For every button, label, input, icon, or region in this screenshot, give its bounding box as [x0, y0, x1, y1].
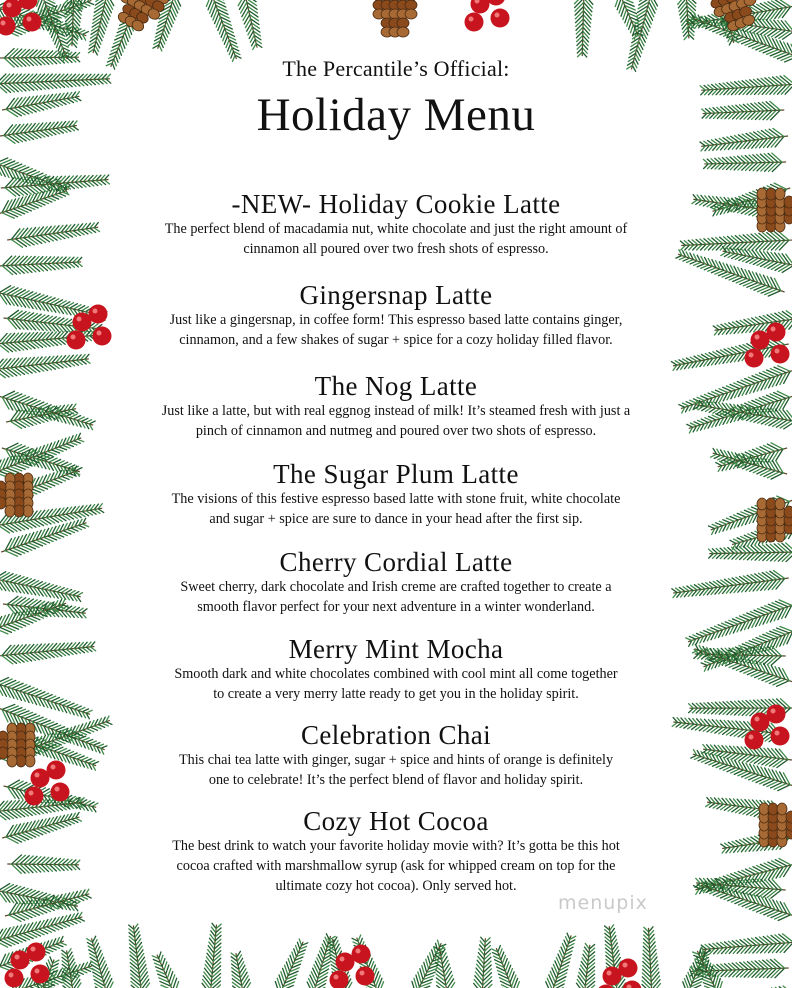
pine-sprig: [231, 951, 250, 988]
pine-sprig: [1, 175, 110, 196]
red-berry: [767, 323, 786, 342]
berry-highlight: [27, 17, 32, 22]
red-berry: [471, 0, 490, 14]
item-description: Just like a latte, but with real eggnog instead of milk! It’s steamed fresh with just a pinch of cinnamon and nutmeg and poured over two shots of espresso.: [161, 403, 631, 439]
pine-sprig: [129, 924, 150, 988]
berry-highlight: [15, 955, 20, 960]
red-berry: [5, 969, 24, 988]
red-berry: [51, 783, 70, 802]
pine-sprig: [694, 400, 792, 429]
pine-sprig: [2, 92, 81, 117]
item-name: Cozy Hot Cocoa: [303, 806, 489, 836]
pine-sprig: [202, 923, 221, 988]
berry-highlight: [775, 349, 780, 354]
red-berry: [767, 705, 786, 724]
pine-sprig: [615, 0, 643, 39]
berry-highlight: [749, 353, 754, 358]
red-berry: [771, 727, 790, 746]
pine-sprig: [0, 572, 83, 602]
berry-highlight: [31, 947, 36, 952]
red-berry: [93, 327, 112, 346]
berry-highlight: [356, 949, 361, 954]
pine-sprig: [2, 812, 81, 843]
red-berry: [745, 731, 764, 750]
item-description: The visions of this festive espresso based latte with stone fruit, white chocolate and sugar + spice are sure to dance in your head after the first sip.: [171, 491, 621, 527]
pine-sprig: [0, 642, 96, 664]
pine-sprig: [206, 0, 241, 61]
berry-highlight: [77, 317, 82, 322]
berry-highlight: [775, 731, 780, 736]
pine-sprig: [672, 571, 789, 598]
pine-sprig: [700, 76, 792, 95]
pine-sprig: [680, 231, 792, 250]
berry-highlight: [469, 17, 474, 22]
pine-sprig: [576, 943, 594, 988]
pinecone: [373, 0, 417, 37]
berry-highlight: [340, 957, 345, 962]
menu-item-gingersnap-latte: [120, 280, 672, 350]
berry-highlight: [607, 971, 612, 976]
pine-sprig: [642, 927, 660, 988]
menu-item-cozy-hot-cocoa: [120, 806, 672, 896]
red-berry: [89, 305, 108, 324]
pine-sprig: [238, 0, 262, 49]
item-description: Smooth dark and white chocolates combined with cool mint all come together to create a very merry latte ready to get you in the holiday spirit.: [174, 666, 618, 702]
berry-highlight: [623, 963, 628, 968]
pine-sprig: [0, 678, 92, 719]
menu-item-cherry-cordial-latte: [120, 547, 672, 617]
red-berry: [31, 965, 50, 984]
menu-title: Holiday Menu: [256, 89, 536, 141]
berry-highlight: [1, 21, 6, 26]
pine-sprig: [474, 937, 492, 988]
berry-highlight: [93, 309, 98, 314]
pine-sprig: [0, 49, 80, 68]
berry-highlight: [7, 3, 12, 8]
item-name: The Sugar Plum Latte: [273, 459, 519, 489]
pine-sprig: [708, 543, 792, 562]
pine-sprig: [0, 354, 90, 377]
menu-item-merry-mint-mocha: [120, 634, 672, 704]
red-berry: [23, 13, 42, 32]
berry-highlight: [51, 765, 56, 770]
red-berry: [67, 331, 86, 350]
pine-sprig: [152, 952, 178, 988]
pine-sprig: [686, 600, 792, 646]
pine-sprig: [492, 946, 520, 988]
pine-sprig: [702, 101, 785, 120]
berry-highlight: [55, 787, 60, 792]
pine-sprig: [0, 256, 82, 275]
berry-highlight: [71, 335, 76, 340]
menu-item-holiday-cookie-latte: [120, 189, 672, 259]
berry-highlight: [29, 791, 34, 796]
watermark-text: menupix: [558, 892, 648, 914]
pinecone: [0, 473, 33, 517]
menu-item-celebration-chai: [120, 720, 672, 790]
item-description: The best drink to watch your favorite holiday movie with? It’s gotta be this hot cocoa crafted with marshmallow syrup (ask for whipped cream on top for the ultimate cozy hot cocoa). Only served hot.: [172, 838, 620, 894]
pine-sprig: [701, 934, 792, 954]
red-berry: [330, 971, 349, 988]
berry-highlight: [35, 969, 40, 974]
pinecone: [759, 803, 792, 847]
red-berry: [465, 13, 484, 32]
item-name: Cherry Cordial Latte: [279, 547, 513, 577]
pine-sprig: [711, 448, 787, 479]
red-berry: [25, 787, 44, 806]
pine-sprig: [574, 0, 592, 57]
berry-highlight: [360, 971, 365, 976]
red-berry: [47, 761, 66, 780]
berry-highlight: [749, 735, 754, 740]
menu-item-sugar-plum-latte: [120, 459, 672, 529]
item-description: Just like a gingersnap, in coffee form! This espresso based latte contains ginger, cinnamon, and a few shakes of sugar + spice for a cozy holiday filled flavor.: [169, 312, 623, 348]
berry-highlight: [755, 335, 760, 340]
red-berry: [491, 9, 510, 28]
pine-sprig: [0, 74, 111, 93]
berry-highlight: [97, 331, 102, 336]
pine-sprig: [7, 855, 80, 873]
red-berry: [771, 345, 790, 364]
menu-item-nog-latte: [120, 371, 672, 441]
item-name: The Nog Latte: [314, 371, 478, 401]
berry-highlight: [334, 975, 339, 980]
red-berry: [356, 967, 375, 986]
berry-highlight: [771, 327, 776, 332]
pine-sprig: [0, 121, 78, 143]
berry-highlight: [35, 773, 40, 778]
berry-highlight: [771, 709, 776, 714]
red-berry: [27, 943, 46, 962]
item-name: Merry Mint Mocha: [288, 634, 504, 664]
item-name: Celebration Chai: [300, 720, 492, 750]
pine-sprig: [275, 939, 307, 988]
pine-sprig: [7, 223, 99, 248]
item-name: Gingersnap Latte: [299, 280, 493, 310]
red-berry: [0, 17, 16, 36]
pinecone: [757, 188, 792, 232]
pine-sprig: [546, 933, 576, 988]
red-berry: [619, 959, 638, 978]
berry-highlight: [9, 973, 14, 978]
red-berry: [623, 981, 642, 988]
item-description: This chai tea latte with ginger, sugar + spice and hints of orange is definitely one to celebrate! It’s the perfect blend of flavor and holiday spirit.: [178, 752, 614, 788]
pine-sprig: [700, 128, 788, 151]
berry-highlight: [755, 717, 760, 722]
pine-sprig: [88, 0, 113, 55]
item-description: Sweet cherry, dark chocolate and Irish creme are crafted together to create a smooth flavor perfect for your next adventure in a winter wonderland.: [180, 579, 612, 615]
pine-sprig: [703, 153, 786, 172]
red-berry: [352, 945, 371, 964]
item-name: -NEW- Holiday Cookie Latte: [231, 189, 561, 219]
red-berry: [745, 349, 764, 368]
item-description: The perfect blend of macadamia nut, white chocolate and just the right amount of cinnamon all poured over two fresh shots of espresso.: [164, 221, 628, 257]
menu-kicker: The Percantile’s Official:: [282, 56, 510, 81]
pine-sprig: [678, 0, 696, 40]
berry-highlight: [495, 13, 500, 18]
